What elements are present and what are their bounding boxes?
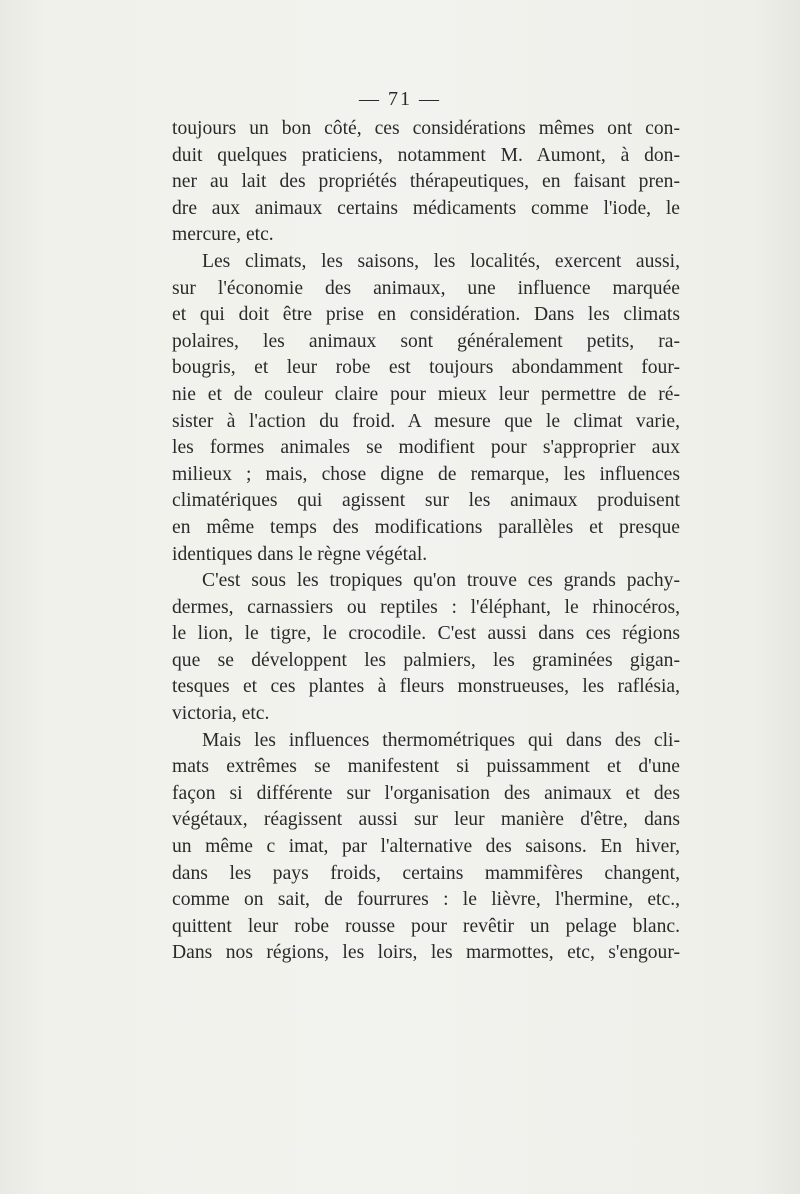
text-line: dans les pays froids, certains mammifères changent, [172, 862, 680, 884]
text-line: végétaux, réagissent aussi sur leur manière d'être, dans [172, 809, 680, 831]
text-line: identiques dans le règne végétal. [172, 543, 428, 565]
text-line: polaires, les animaux sont généralement petits, ra- [172, 330, 680, 352]
text-line: sur l'économie des animaux, une influence marquée [172, 277, 680, 299]
text-line: les formes animales se modifient pour s'approprier aux [172, 437, 680, 459]
text-line: le lion, le tigre, le crocodile. C'est aussi dans ces régions [172, 623, 680, 645]
text-line: C'est sous les tropiques qu'on trouve ces grands pachy- [202, 570, 680, 592]
text-line: duit quelques praticiens, notamment M. Aumont, à don- [172, 144, 680, 166]
text-line: Les climats, les saisons, les localités, exercent aussi, [202, 250, 680, 272]
text-line: tesques et ces plantes à fleurs monstrueuses, les raflésia, [172, 676, 680, 698]
text-line: climatériques qui agissent sur les animaux produisent [172, 490, 680, 512]
text-line: dre aux animaux certains médicaments comme l'iode, le [172, 197, 680, 219]
text-line: nie et de couleur claire pour mieux leur permettre de ré- [172, 383, 680, 405]
text-line: façon si différente sur l'organisation des animaux et des [172, 782, 680, 804]
text-line: milieux ; mais, chose digne de remarque, les influences [172, 463, 680, 485]
text-line: que se développent les palmiers, les graminées gigan- [172, 649, 680, 671]
text-line: dermes, carnassiers ou reptiles : l'éléphant, le rhinocéros, [172, 596, 680, 618]
body-text [172, 116, 680, 967]
page-number: — 71 — [359, 88, 441, 110]
text-line: et qui doit être prise en considération. Dans les climats [172, 304, 680, 326]
text-line: Mais les influences thermométriques qui dans des cli- [202, 729, 680, 751]
text-line: en même temps des modifications parallèles et presque [172, 516, 680, 538]
text-line: comme on sait, de fourrures : le lièvre, l'hermine, etc., [172, 889, 680, 911]
text-line: un même c imat, par l'alternative des saisons. En hiver, [172, 836, 680, 858]
text-line: mercure, etc. [172, 224, 274, 246]
text-line: Dans nos régions, les loirs, les marmottes, etc, s'engour- [172, 942, 680, 964]
text-line: ner au lait des propriétés thérapeutiques, en faisant pren- [172, 171, 680, 193]
text-line: bougris, et leur robe est toujours abondamment four- [172, 357, 680, 379]
text-line: victoria, etc. [172, 703, 270, 725]
text-line: toujours un bon côté, ces considérations mêmes ont con- [172, 118, 680, 139]
text-line: quittent leur robe rousse pour revêtir un pelage blanc. [172, 915, 680, 937]
text-line: mats extrêmes se manifestent si puissamment et d'une [172, 756, 680, 778]
text-line: sister à l'action du froid. A mesure que le climat varie, [172, 410, 680, 432]
